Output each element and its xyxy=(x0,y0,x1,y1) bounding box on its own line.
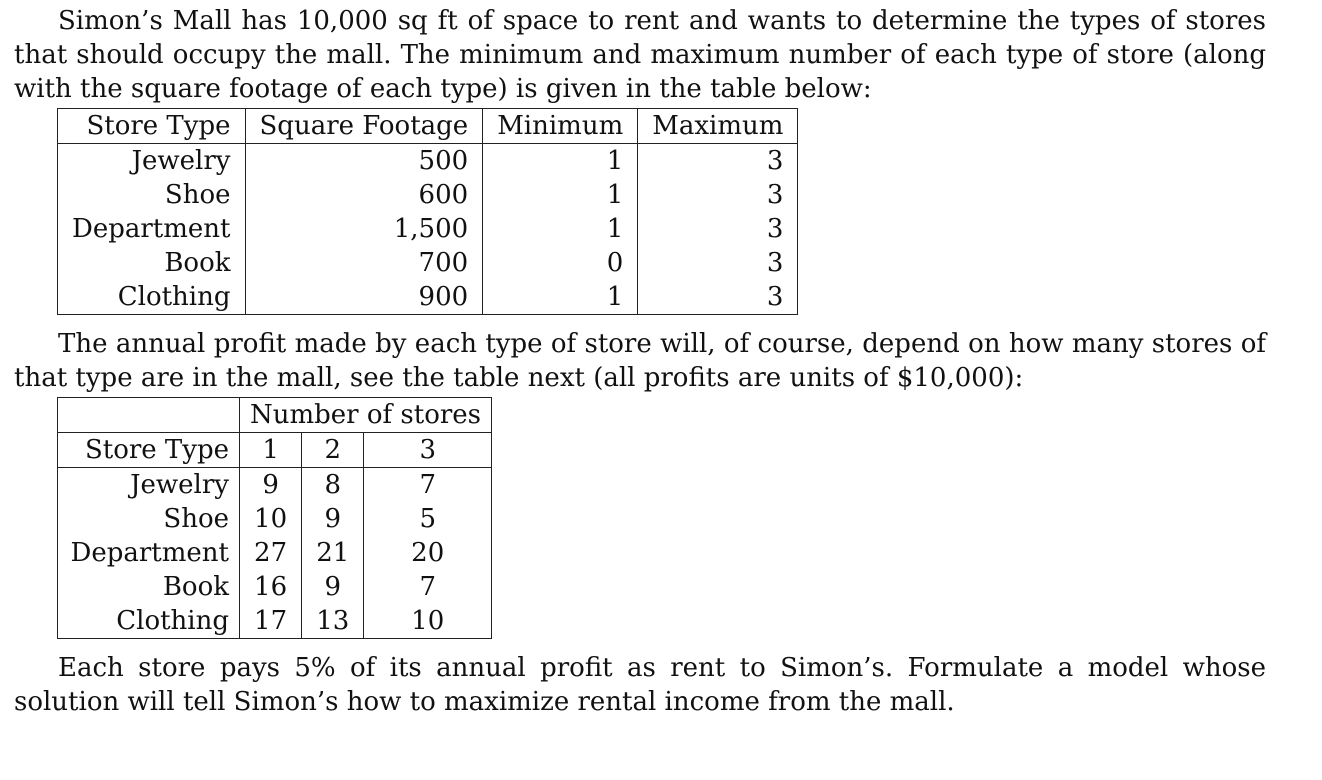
table-cell: Shoe xyxy=(58,502,240,536)
profit-paragraph: The annual profit made by each type of store will, of course, depend on how many stores of that type are in the mall, see the table next (all profits are units of $10,000): xyxy=(14,329,1266,393)
table-cell: 10 xyxy=(240,502,302,536)
table-cell: 1 xyxy=(483,212,638,246)
table-row xyxy=(58,604,492,639)
table-cell: 900 xyxy=(245,280,483,315)
table-row xyxy=(58,144,798,179)
table-cell: Clothing xyxy=(58,604,240,639)
column-header: Store Type xyxy=(58,109,246,144)
column-header: Store Type xyxy=(58,433,240,468)
table-header-row xyxy=(58,433,492,468)
table-cell: 17 xyxy=(240,604,302,639)
closing-paragraph: Each store pays 5% of its annual profit as rent to Simon’s. Formulate a model whose solution will tell Simon’s how to maximize rental income from the mall. xyxy=(14,653,1266,717)
empty-header-cell xyxy=(58,398,240,433)
table-cell: 3 xyxy=(766,248,784,278)
table-cell: 9 xyxy=(240,468,302,503)
store-requirements-table xyxy=(57,108,798,315)
table-cell: Clothing xyxy=(58,280,246,315)
table-row xyxy=(58,212,798,246)
table-cell: 20 xyxy=(411,538,445,568)
table-cell: 7 xyxy=(419,572,436,602)
column-header: Maximum xyxy=(652,111,784,141)
table-cell: Book xyxy=(58,246,246,280)
table-cell: 500 xyxy=(245,144,483,179)
table-cell: 9 xyxy=(302,570,364,604)
profit-table xyxy=(57,397,492,639)
table-row xyxy=(58,280,798,315)
table-header-row xyxy=(58,109,798,144)
table-cell: Department xyxy=(58,212,246,246)
table-cell: 700 xyxy=(245,246,483,280)
table-cell: 1 xyxy=(483,280,638,315)
table-cell: 10 xyxy=(411,606,445,636)
table-row xyxy=(58,178,798,212)
column-header: 1 xyxy=(240,433,302,468)
table-cell: Book xyxy=(58,570,240,604)
table-cell: 21 xyxy=(302,536,364,570)
table-cell: 9 xyxy=(302,502,364,536)
table-cell: 3 xyxy=(766,180,784,210)
table-cell: 3 xyxy=(766,282,784,312)
table-cell: Shoe xyxy=(58,178,246,212)
table-cell: 1,500 xyxy=(245,212,483,246)
table-cell: 1 xyxy=(483,144,638,179)
column-header: Square Footage xyxy=(245,109,483,144)
group-header: Number of stores xyxy=(250,400,482,430)
table-cell: 27 xyxy=(240,536,302,570)
table-cell: 5 xyxy=(419,504,436,534)
table-row xyxy=(58,502,492,536)
table-row xyxy=(58,570,492,604)
table-cell: 600 xyxy=(245,178,483,212)
column-header: Minimum xyxy=(483,109,638,144)
group-header-row xyxy=(58,398,492,433)
table-cell: Department xyxy=(58,536,240,570)
table-cell: Jewelry xyxy=(58,468,240,503)
intro-paragraph: Simon’s Mall has 10,000 sq ft of space to rent and wants to determine the types of stores that should occupy the mall. The minimum and maximum number of each type of store (along with the square footage of each type) is given in the table below: xyxy=(14,6,1266,104)
table-cell: 3 xyxy=(766,146,784,176)
table-row xyxy=(58,246,798,280)
table-cell: Jewelry xyxy=(58,144,246,179)
table-cell: 3 xyxy=(766,214,784,244)
column-header: 3 xyxy=(419,435,436,465)
table-cell: 8 xyxy=(302,468,364,503)
table-cell: 0 xyxy=(483,246,638,280)
table-cell: 16 xyxy=(240,570,302,604)
column-header: 2 xyxy=(302,433,364,468)
table-cell: 13 xyxy=(302,604,364,639)
table-cell: 1 xyxy=(483,178,638,212)
table-cell: 7 xyxy=(419,470,436,500)
table-row xyxy=(58,536,492,570)
table-row xyxy=(58,468,492,503)
